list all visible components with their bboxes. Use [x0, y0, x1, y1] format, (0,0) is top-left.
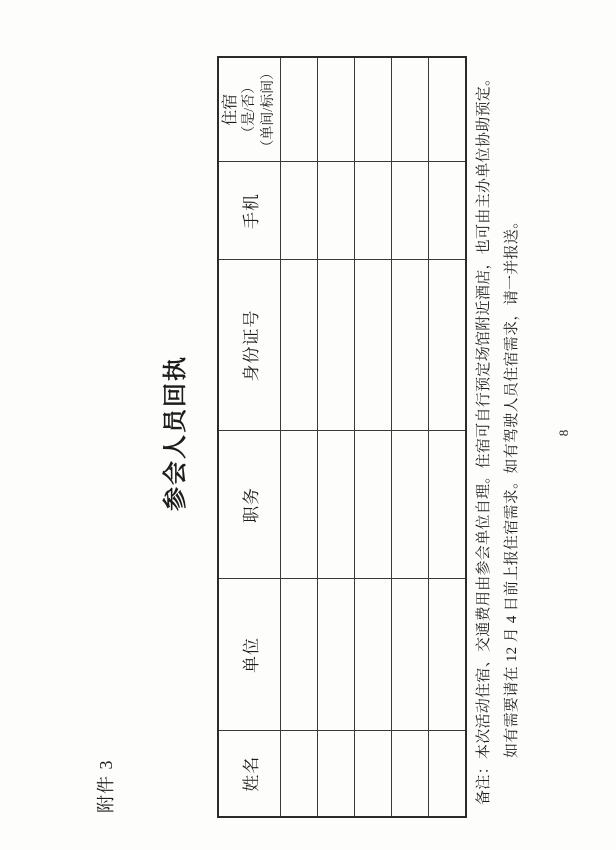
- table-cell: [429, 260, 467, 431]
- col-header-id-number: 身份证号: [218, 260, 281, 431]
- table-cell: [392, 579, 429, 731]
- table-cell: [318, 162, 355, 260]
- note-line-1: 备注：本次活动住宿、交通费用由参会单位自理。住宿可自行预定场馆附近酒店，也可由主办单位协助预定。: [476, 70, 492, 805]
- table-cell: [281, 431, 318, 579]
- table-cell: [392, 162, 429, 260]
- table-cell: [429, 731, 467, 817]
- table-cell: [355, 57, 392, 162]
- table-cell: [429, 579, 467, 731]
- table-cell: [281, 579, 318, 731]
- table-row: [281, 57, 318, 817]
- attachment-label: 附件 3: [96, 759, 116, 813]
- page-title: 参会人员回执: [163, 355, 189, 511]
- notes-block: [470, 30, 526, 805]
- col-header-mobile: 手机: [218, 162, 281, 260]
- col-header-name: 姓名: [218, 731, 281, 817]
- accommodation-header-line-1: 住宿: [222, 93, 239, 126]
- table-cell: [392, 260, 429, 431]
- table-cell: [318, 260, 355, 431]
- table-cell: [318, 579, 355, 731]
- table-cell: [318, 731, 355, 817]
- table-row: [355, 57, 392, 817]
- table-header-row: [218, 57, 281, 817]
- table-cell: [281, 260, 318, 431]
- note-line-2: 如有需要请在 12 月 4 日前上报住宿需求。如有驾驶人员住宿需求，请一并报送。: [504, 213, 520, 758]
- table-cell: [392, 431, 429, 579]
- table-cell: [355, 431, 392, 579]
- participants-table: [217, 56, 467, 818]
- table-cell: [429, 57, 467, 162]
- table-cell: [355, 579, 392, 731]
- accommodation-header-line-3: （单间/标间）: [261, 65, 276, 154]
- table-cell: [429, 431, 467, 579]
- col-header-accommodation: [218, 57, 281, 162]
- table-cell: [281, 731, 318, 817]
- table-cell: [318, 431, 355, 579]
- table-cell: [281, 162, 318, 260]
- table-cell: [281, 57, 318, 162]
- page-number: 8: [556, 429, 571, 437]
- table-cell: [392, 57, 429, 162]
- table-cell: [392, 731, 429, 817]
- table-row: [429, 57, 467, 817]
- table-cell: [355, 260, 392, 431]
- col-header-position: 职务: [218, 431, 281, 579]
- col-header-organization: 单位: [218, 579, 281, 731]
- accommodation-header-line-2: （是/否）: [242, 79, 257, 140]
- table-cell: [429, 162, 467, 260]
- table-cell: [355, 162, 392, 260]
- table-cell: [318, 57, 355, 162]
- table-cell: [355, 731, 392, 817]
- table-row: [318, 57, 355, 817]
- table-row: [392, 57, 429, 817]
